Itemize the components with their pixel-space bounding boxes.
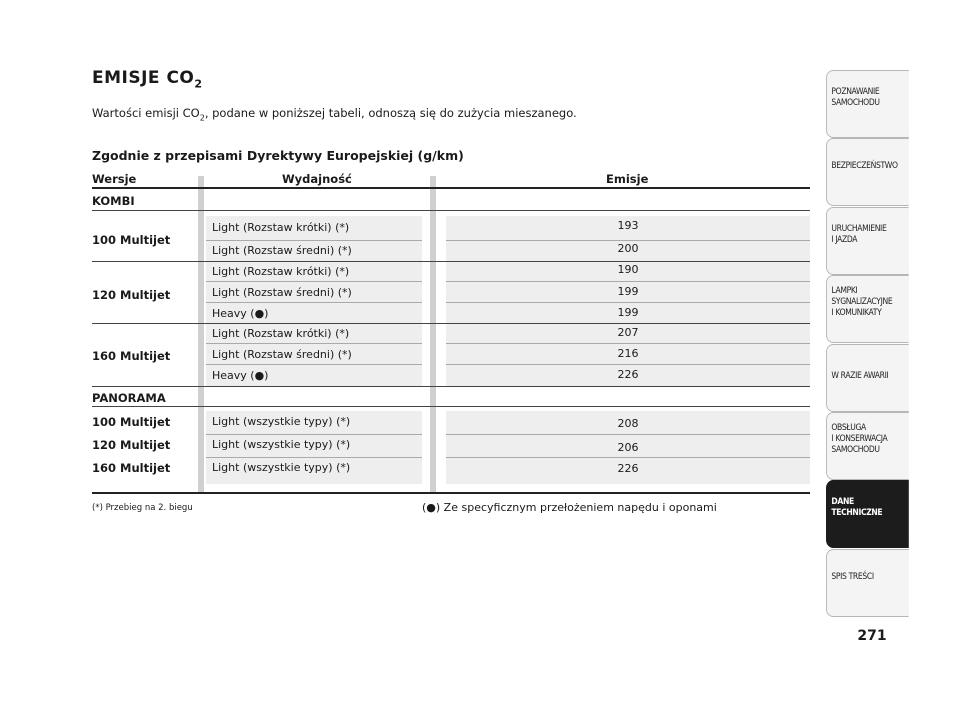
emission-cell: 190 [617,263,639,276]
version-cell: Light (Rozstaw średni) (*) [212,244,352,257]
table-subtitle: Zgodnie z przepisami Dyrektywy Europejskiej (g/km) [92,148,464,163]
row-divider [446,302,810,303]
engine-label: 100 Multijet [92,233,171,247]
group-rule [92,386,810,387]
version-cell: Light (Rozstaw krótki) (*) [212,221,350,234]
version-cell: Light (Rozstaw krótki) (*) [212,265,350,278]
section-rule [92,210,810,211]
tab-dane-techniczne[interactable]: DANE TECHNICZNE [826,480,909,548]
emission-cell: 206 [617,441,639,454]
group-rule [92,323,810,324]
emission-cell: 216 [617,347,639,360]
table-bottom-rule [92,492,810,494]
version-cell: Light (Rozstaw krótki) (*) [212,327,350,340]
row-divider [446,457,810,458]
emission-cell: 193 [617,219,639,232]
intro-text: Wartości emisji $CO_2$, podane w poniższej tabeli, odnoszą się do zużycia mieszanego. [92,106,577,123]
page-number: 271 [857,628,887,644]
tab-obsluga-i-konserwacja[interactable]: OBSŁUGA I KONSERWACJA SAMOCHODU [826,412,909,480]
section-label-panorama: PANORAMA [92,391,166,405]
version-cell: Heavy (●) [212,369,269,382]
tab-poznawanie-samochodu[interactable]: POZNAWANIE SAMOCHODU [826,70,909,138]
tab-spis-tresci[interactable]: SPIS TREŚCI [826,549,909,617]
version-cell: Light (wszystkie typy) (*) [212,415,351,428]
version-cell: Light (wszystkie typy) (*) [212,438,351,451]
footnote-asterisk: (*) Przebieg na 2. biegu [92,503,193,513]
row-divider [446,364,810,365]
footnote-bullet: (●) Ze specyficznym przełożeniem napędu i oponami [422,501,717,514]
row-divider [206,364,422,365]
row-divider [206,281,422,282]
section-rule [92,406,810,407]
row-divider [206,434,422,435]
section-label-kombi: KOMBI [92,194,135,208]
version-cell: Light (wszystkie typy) (*) [212,461,351,474]
table-top-rule [92,187,810,189]
tab-w-razie-awarii[interactable]: W RAZIE AWARII [826,344,909,412]
page-title: EMISJE $CO_2$ [92,68,203,91]
engine-label: 100 Multijet [92,415,171,429]
version-cell: Light (Rozstaw średni) (*) [212,286,352,299]
emission-cell: 208 [617,417,639,430]
emission-cell: 200 [617,242,639,255]
row-divider [446,434,810,435]
engine-label: 160 Multijet [92,349,171,363]
column-separator [430,176,436,494]
emission-cell: 226 [617,462,639,475]
emission-cell: 207 [617,326,639,339]
tab-bezpieczenstwo[interactable]: BEZPIECZEŃSTWO [826,138,909,206]
row-divider [446,281,810,282]
emission-cell: 199 [617,285,639,298]
header-versions: Wersje [92,172,137,186]
version-cell: Light (Rozstaw średni) (*) [212,348,352,361]
row-divider [206,240,422,241]
engine-label: 160 Multijet [92,461,171,475]
header-emissions: Emisje [606,172,649,186]
row-divider [206,343,422,344]
row-divider [206,302,422,303]
column-separator [198,176,204,494]
row-divider [206,457,422,458]
tab-lampki-sygnalizacyjne[interactable]: LAMPKI SYGNALIZACYJNE I KOMUNIKATY [826,275,909,343]
row-divider [446,343,810,344]
engine-label: 120 Multijet [92,288,171,302]
emission-cell: 199 [617,306,639,319]
tab-uruchamienie-i-jazda[interactable]: URUCHAMIENIE I JAZDA [826,207,909,275]
version-cell: Heavy (●) [212,307,269,320]
header-performance: Wydajność [282,172,352,186]
emission-cell: 226 [617,368,639,381]
engine-label: 120 Multijet [92,438,171,452]
